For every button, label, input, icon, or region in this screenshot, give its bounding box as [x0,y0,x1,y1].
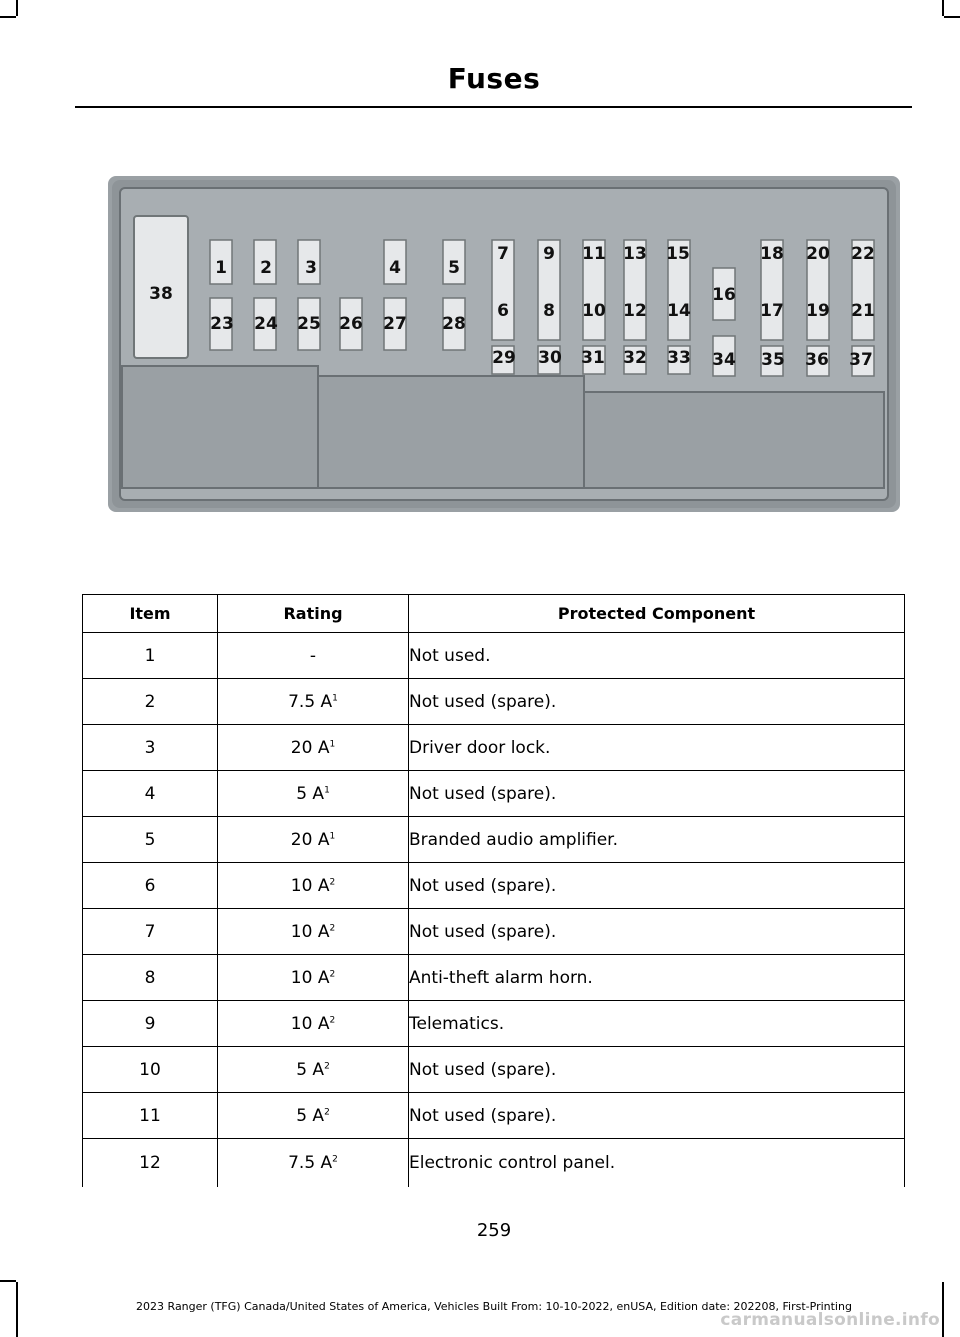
fuse-number-label: 5 [448,258,460,278]
fuse-number-label: 14 [667,301,691,321]
rating-value: 5 A [296,783,325,804]
fuse-number-label: 32 [623,348,647,368]
column-header: Rating [218,595,409,633]
item-cell: 8 [83,955,218,1001]
component-cell: Telematics. [409,1001,905,1047]
table-row [83,909,905,955]
fuse-number-label: 3 [305,258,317,278]
rating-value: - [309,645,317,666]
component-cell: Not used (spare). [409,863,905,909]
item-cell: 5 [83,817,218,863]
fuse-number-label: 27 [383,314,407,334]
table-row [83,1047,905,1093]
rating-value: 5 A [296,1059,325,1080]
page-title: Fuses [447,62,541,95]
footnote-ref: 2 [329,1014,336,1025]
fuse-number-label: 37 [849,350,873,370]
column-header: Item [83,595,218,633]
table-row [83,679,905,725]
footnote-ref: 2 [324,1060,330,1071]
footnote-ref: 2 [329,968,336,979]
table-row [83,725,905,771]
fuse-number-label: 29 [492,348,516,368]
fuse-number-label: 12 [623,301,647,321]
footnote-ref: 1 [329,830,336,841]
rating-value: 20 A [290,829,330,850]
table-row [83,1139,905,1188]
rating-cell [218,1093,409,1139]
fuse-number-label: 18 [760,244,784,264]
item-cell: 3 [83,725,218,771]
component-cell: Not used (spare). [409,1093,905,1139]
table-row [83,1093,905,1139]
table-row [83,955,905,1001]
fuse-box-drawing [108,176,900,512]
header-divider [75,106,912,108]
fuse-number-label: 4 [389,258,401,278]
rating-cell [218,1001,409,1047]
item-cell: 4 [83,771,218,817]
fuse-number-label: 22 [851,244,875,264]
rating-value: 10 A [290,921,330,942]
fuse-number-label: 33 [667,348,691,368]
rating-cell [218,863,409,909]
watermark: carmanualsonline.info [720,1310,940,1330]
component-cell: Not used (spare). [409,771,905,817]
component-cell: Not used (spare). [409,909,905,955]
fuse-number-label: 2 [260,258,272,278]
item-cell: 1 [83,633,218,679]
rating-cell [218,679,409,725]
fuse-table [82,594,905,1187]
fuse-number-label: 9 [543,244,555,264]
crop-mark [0,1280,16,1282]
fuse-number-label: 1 [215,258,227,278]
crop-mark [16,0,18,16]
rating-value: 20 A [290,737,330,758]
item-cell: 12 [83,1139,218,1188]
rating-cell [218,633,409,679]
fuse-number-label: 25 [297,314,321,334]
table-row [83,771,905,817]
rating-cell [218,955,409,1001]
fuse-number-label: 11 [582,244,606,264]
rating-cell [218,1139,409,1188]
fuse-number-label: 26 [339,314,363,334]
rating-cell [218,1047,409,1093]
table-row [83,817,905,863]
fuse-number-label: 10 [582,301,606,321]
table-header-row [83,595,905,633]
item-cell: 6 [83,863,218,909]
fuse-number-label: 38 [149,284,173,304]
rating-value: 10 A [290,967,330,988]
rating-cell [218,725,409,771]
component-cell: Anti-theft alarm horn. [409,955,905,1001]
footnote-ref: 2 [324,1106,330,1117]
item-cell: 11 [83,1093,218,1139]
fuse-number-label: 30 [538,348,562,368]
footnote-ref: 1 [324,784,330,795]
component-cell: Branded audio amplifier. [409,817,905,863]
component-cell: Not used. [409,633,905,679]
fuse-number-label: 7 [497,244,509,264]
footnote-ref: 2 [329,876,336,887]
fuse-number-label: 21 [851,301,875,321]
fuse-number-label: 24 [254,314,278,334]
crop-mark [0,16,16,18]
page-number: 259 [476,1220,512,1241]
footnote-ref: 2 [329,922,336,933]
item-cell: 10 [83,1047,218,1093]
rating-value: 7.5 A [288,1153,333,1173]
item-cell: 7 [83,909,218,955]
table-row [83,633,905,679]
rating-value: 5 A [296,1105,325,1126]
rating-value: 7.5 A [288,691,333,712]
item-cell: 2 [83,679,218,725]
footer-text: 2023 Ranger (TFG) Canada/United States of America, Vehicles Built From: 10-10-2022, enUSA, Edition date: 202208, First-Printing [136,1300,852,1313]
rating-value: 10 A [290,875,330,896]
fuse-number-label: 36 [805,350,829,370]
fuse-number-label: 6 [497,301,509,321]
table-row [83,863,905,909]
footnote-ref: 1 [329,738,336,749]
footnote-ref: 1 [332,692,338,703]
component-cell: Not used (spare). [409,1047,905,1093]
rating-value: 10 A [290,1013,330,1034]
fuse-number-label: 8 [543,301,555,321]
fuse-number-label: 34 [712,350,736,370]
component-cell: Electronic control panel. [409,1139,905,1188]
fuse-number-label: 23 [210,314,234,334]
rating-cell [218,909,409,955]
component-cell: Driver door lock. [409,725,905,771]
fuse-box-diagram [108,176,900,512]
fuse-number-label: 20 [806,244,830,264]
component-cell: Not used (spare). [409,679,905,725]
table-row [83,1001,905,1047]
column-header: Protected Component [409,595,905,633]
rating-cell [218,817,409,863]
fuse-number-label: 15 [666,244,690,264]
footnote-ref: 2 [332,1154,338,1165]
fuse-number-label: 28 [442,314,466,334]
rating-cell [218,771,409,817]
fuse-number-label: 31 [581,348,605,368]
crop-mark [944,16,960,18]
fuse-number-label: 17 [760,301,784,321]
crop-mark [942,0,944,16]
fuse-number-label: 35 [761,350,785,370]
item-cell: 9 [83,1001,218,1047]
fuse-number-label: 13 [623,244,647,264]
fuse-number-label: 19 [806,301,830,321]
fuse-number-label: 16 [712,285,736,305]
